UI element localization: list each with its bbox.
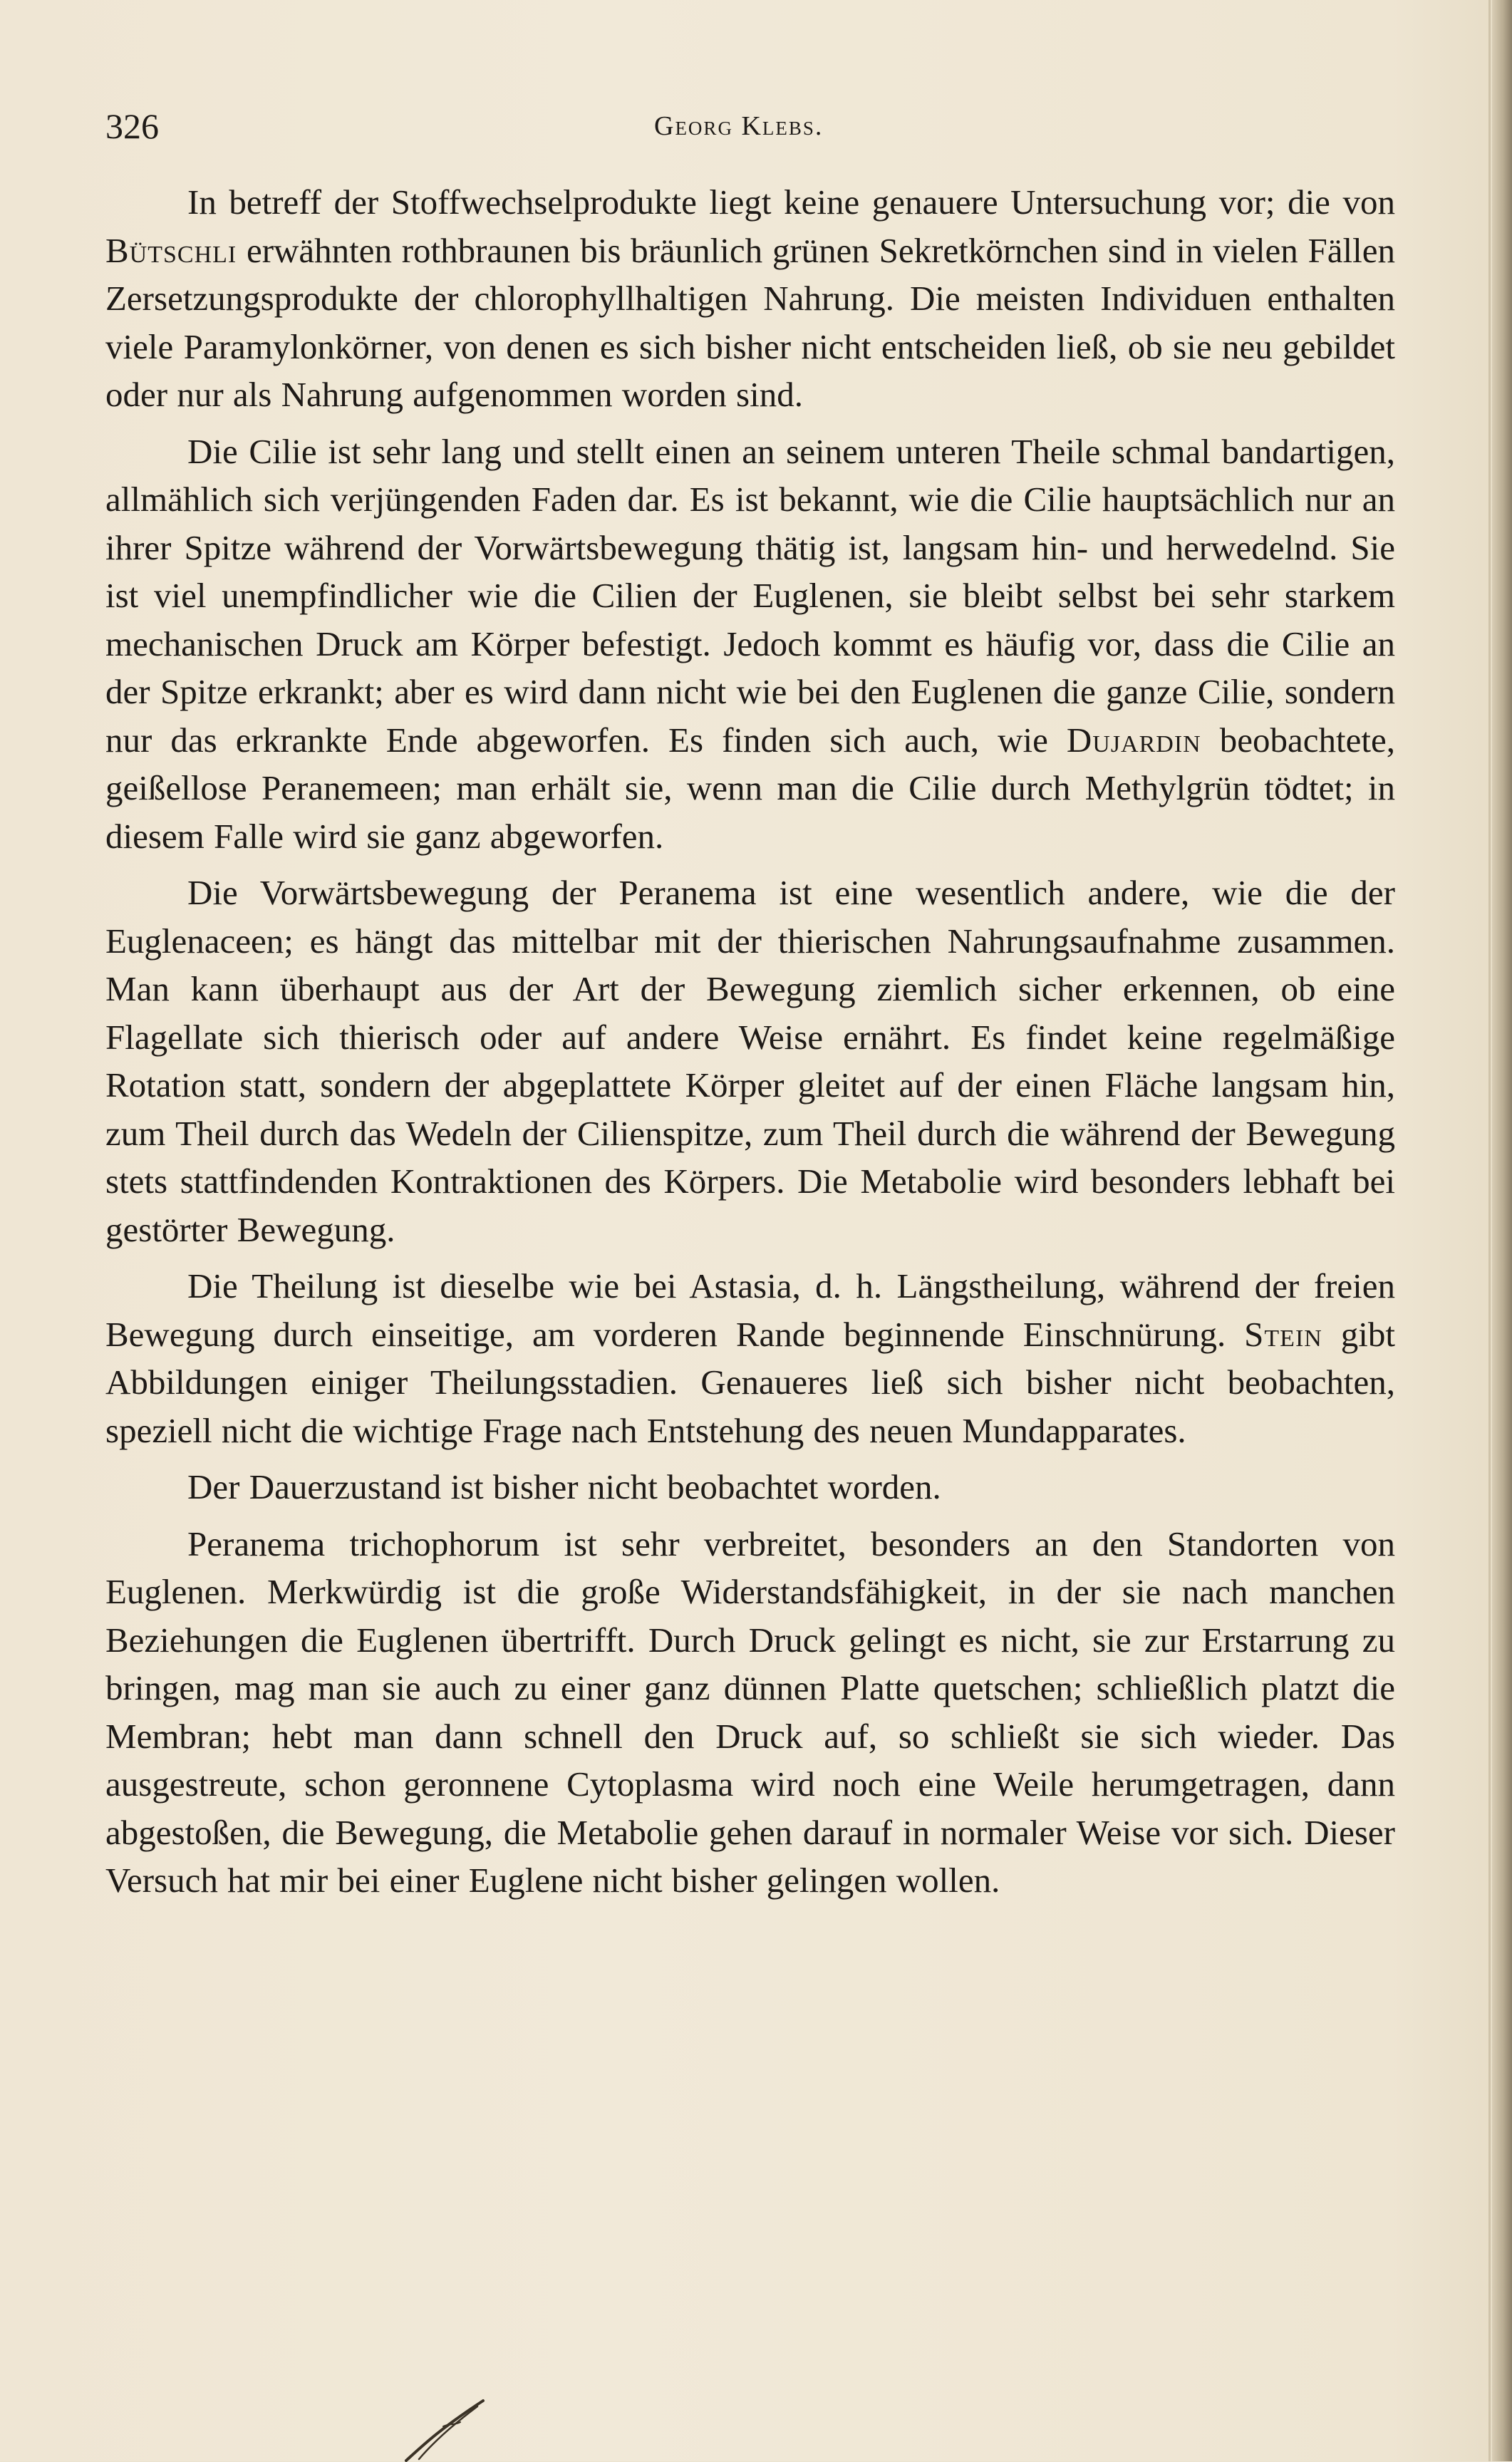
running-head: Georg Klebs.: [654, 111, 824, 141]
paragraph: [105, 1463, 1395, 1511]
paragraph: [105, 869, 1395, 1253]
text-run: gibt Abbildungen einiger Theilungsstadien. Genaueres ließ sich bisher nicht beobachten, speziell nicht die wichtige Frage nach Entstehung des neuen Mundapparates.: [105, 1314, 1395, 1450]
text-run: Peranema trichophorum ist sehr verbreitet, besonders an den Standorten von Euglenen. Merkwürdig ist die große Widerstandsfähigkeit, in der sie nach manchen Beziehungen die Euglenen übertrifft. Durch Druck gelingt es nicht, sie zur Erstarrung zu bringen, mag man sie auch zu einer ganz dünnen Platte quetschen; schließlich platzt die Membran; hebt man dann schnell den Druck auf, so schließt sie sich wieder. Das ausgestreute, schon geronnene Cytoplasma wird noch eine Weile herumgetragen, dann abgestoßen, die Bewegung, die Metabolie gehen darauf in normaler Weise vor sich. Dieser Versuch hat mir bei einer Euglene nicht bisher gelingen wollen.: [105, 1524, 1395, 1900]
paragraph: [105, 1520, 1395, 1905]
page-header: [105, 101, 1395, 151]
text-run: In betreff der Stoffwechselprodukte liegt keine genauere Untersuchung vor; die von: [187, 182, 1395, 222]
page-edge-line: [1488, 0, 1491, 2461]
text-run: Der Dauerzustand ist bisher nicht beobachtet worden.: [187, 1467, 941, 1506]
body-text: [105, 178, 1395, 1913]
paragraph: [105, 178, 1395, 419]
author-name: Dujardin: [1066, 720, 1201, 760]
ink-mark-icon: [399, 2398, 492, 2462]
text-run: Die Theilung ist dieselbe wie bei Astasia, d. h. Längstheilung, während der freien Bewegung durch einseitige, am vorderen Rande beginnende Einschnürung.: [105, 1266, 1395, 1354]
text-run: Die Cilie ist sehr lang und stellt einen an seinem unteren Theile schmal bandartigen, allmählich sich verjüngenden Faden dar. Es ist bekannt, wie die Cilie hauptsächlich nur an ihrer Spitze während der Vorwärtsbewegung thätig ist, langsam hin- und herwedelnd. Sie ist viel unempfindlicher wie die Cilien der Euglenen, sie bleibt selbst bei sehr starkem mechanischen Druck am Körper befestigt. Jedoch kommt es häufig vor, dass die Cilie an der Spitze erkrankt; aber es wird dann nicht wie bei den Euglenen die ganze Cilie, sondern nur das erkrankte Ende abgeworfen. Es finden sich auch, wie: [105, 431, 1395, 760]
text-run: Die Vorwärtsbewegung der Peranema ist eine wesentlich andere, wie die der Euglenaceen; es hängt das mittelbar mit der thierischen Nahrungsaufnahme zusammen. Man kann überhaupt aus der Art der Bewegung ziemlich sicher erkennen, ob eine Flagellate sich thierisch oder auf andere Weise ernährt. Es findet keine regelmäßige Rotation statt, sondern der abgeplattete Körper gleitet auf der einen Fläche langsam hin, zum Theil durch das Wedeln der Cilienspitze, zum Theil durch die während der Bewegung stets stattfindenden Kontraktionen des Körpers. Die Metabolie wird besonders lebhaft bei gestörter Bewegung.: [105, 873, 1395, 1249]
text-run: beobachtete, geißellose Peranemeen; man erhält sie, wenn man die Cilie durch Methylgrün tödtet; in diesem Falle wird sie ganz abgeworfen.: [105, 720, 1395, 856]
author-name: Bütschli: [105, 230, 237, 270]
text-run: erwähnten rothbraunen bis bräunlich grünen Sekretkörnchen sind in vielen Fällen Zersetzungsprodukte der chlorophyllhaltigen Nahrung. Die meisten Individuen enthalten viele Paramylonkörner, von denen es sich bisher nicht entscheiden ließ, ob sie neu gebildet oder nur als Nahrung aufgenommen worden sind.: [105, 230, 1395, 414]
paragraph: [105, 1262, 1395, 1454]
author-name: Stein: [1244, 1314, 1322, 1354]
paragraph: [105, 428, 1395, 861]
page-edge: [1492, 0, 1512, 2461]
page-number: 326: [105, 106, 159, 146]
